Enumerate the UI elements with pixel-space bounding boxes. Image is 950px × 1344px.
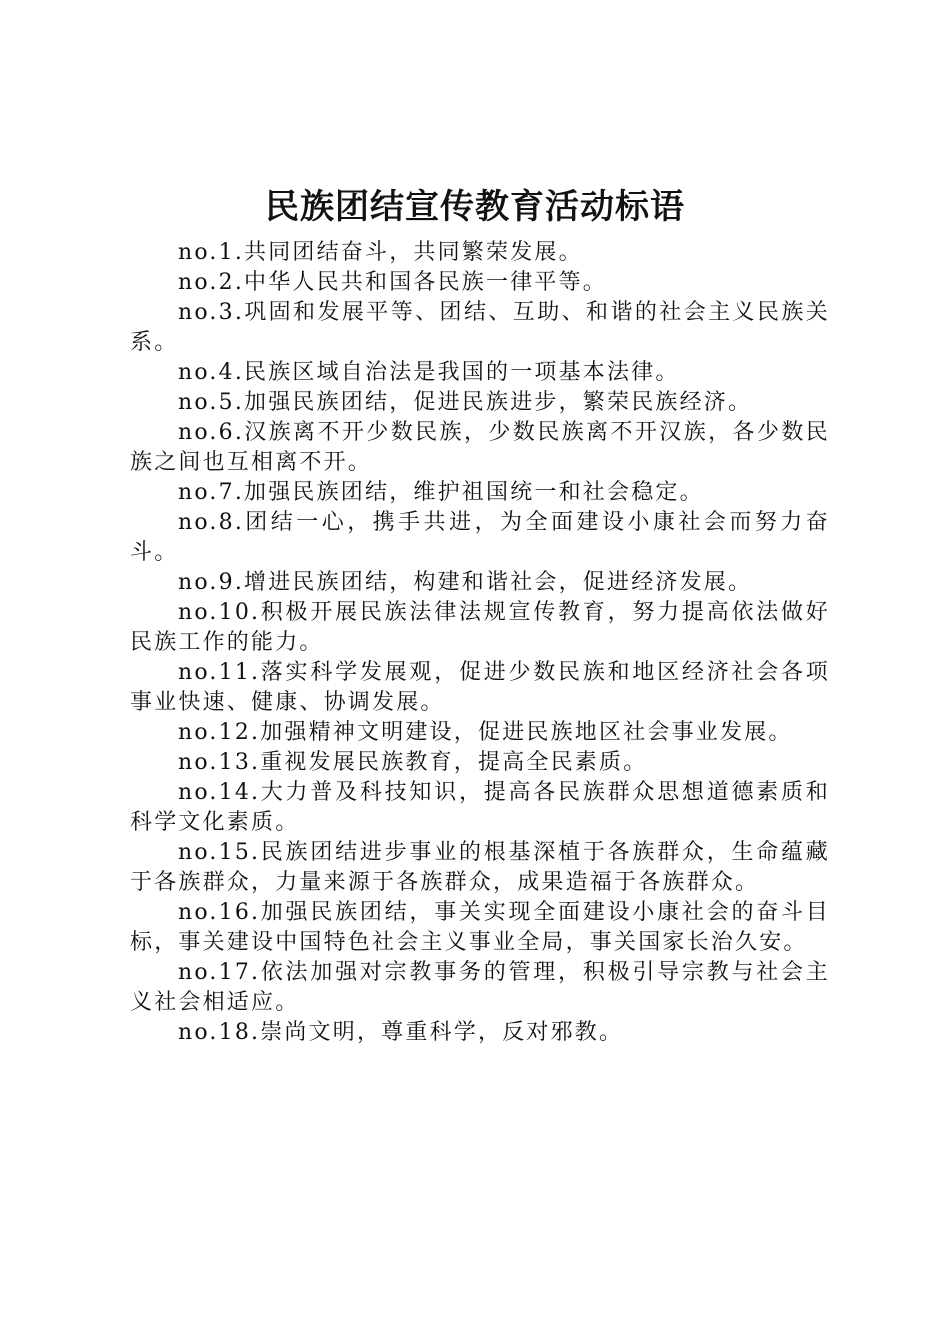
slogan-item: no.11.落实科学发展观，促进少数民族和地区经济社会各项事业快速、健康、协调发展。 — [130, 660, 830, 715]
slogan-item: no.5.加强民族团结，促进民族进步，繁荣民族经济。 — [178, 390, 753, 415]
slogan-item: no.15.民族团结进步事业的根基深植于各族群众，生命蕴藏于各族群众，力量来源于各族群众，成果造福于各族群众。 — [130, 840, 830, 895]
slogan-item: no.12.加强精神文明建设，促进民族地区社会事业发展。 — [178, 720, 793, 745]
slogan-item: no.3.巩固和发展平等、团结、互助、和谐的社会主义民族关系。 — [130, 300, 830, 355]
slogan-item: no.17.依法加强对宗教事务的管理，积极引导宗教与社会主义社会相适应。 — [130, 960, 830, 1015]
slogan-item: no.9.增进民族团结，构建和谐社会，促进经济发展。 — [178, 570, 753, 595]
document-title: 民族团结宣传教育活动标语 — [265, 187, 685, 227]
slogan-item: no.18.崇尚文明，尊重科学，反对邪教。 — [178, 1020, 624, 1045]
slogan-item: no.1.共同团结奋斗，共同繁荣发展。 — [178, 240, 583, 265]
slogan-item: no.10.积极开展民族法律法规宣传教育，努力提高依法做好民族工作的能力。 — [130, 600, 830, 655]
slogan-item: no.2.中华人民共和国各民族一律平等。 — [178, 270, 608, 295]
slogan-item: no.6.汉族离不开少数民族，少数民族离不开汉族，各少数民族之间也互相离不开。 — [130, 420, 830, 475]
slogan-item: no.7.加强民族团结，维护祖国统一和社会稳定。 — [178, 480, 704, 505]
slogan-list — [130, 238, 830, 1048]
slogan-item: no.14.大力普及科技知识，提高各民族群众思想道德素质和科学文化素质。 — [130, 780, 830, 835]
slogan-item: no.4.民族区域自治法是我国的一项基本法律。 — [178, 360, 680, 385]
slogan-item: no.13.重视发展民族教育，提高全民素质。 — [178, 750, 648, 775]
slogan-item: no.8.团结一心，携手共进，为全面建设小康社会而努力奋斗。 — [130, 510, 830, 565]
slogan-item: no.16.加强民族团结，事关实现全面建设小康社会的奋斗目标，事关建设中国特色社会主义事业全局，事关国家长治久安。 — [130, 900, 830, 955]
